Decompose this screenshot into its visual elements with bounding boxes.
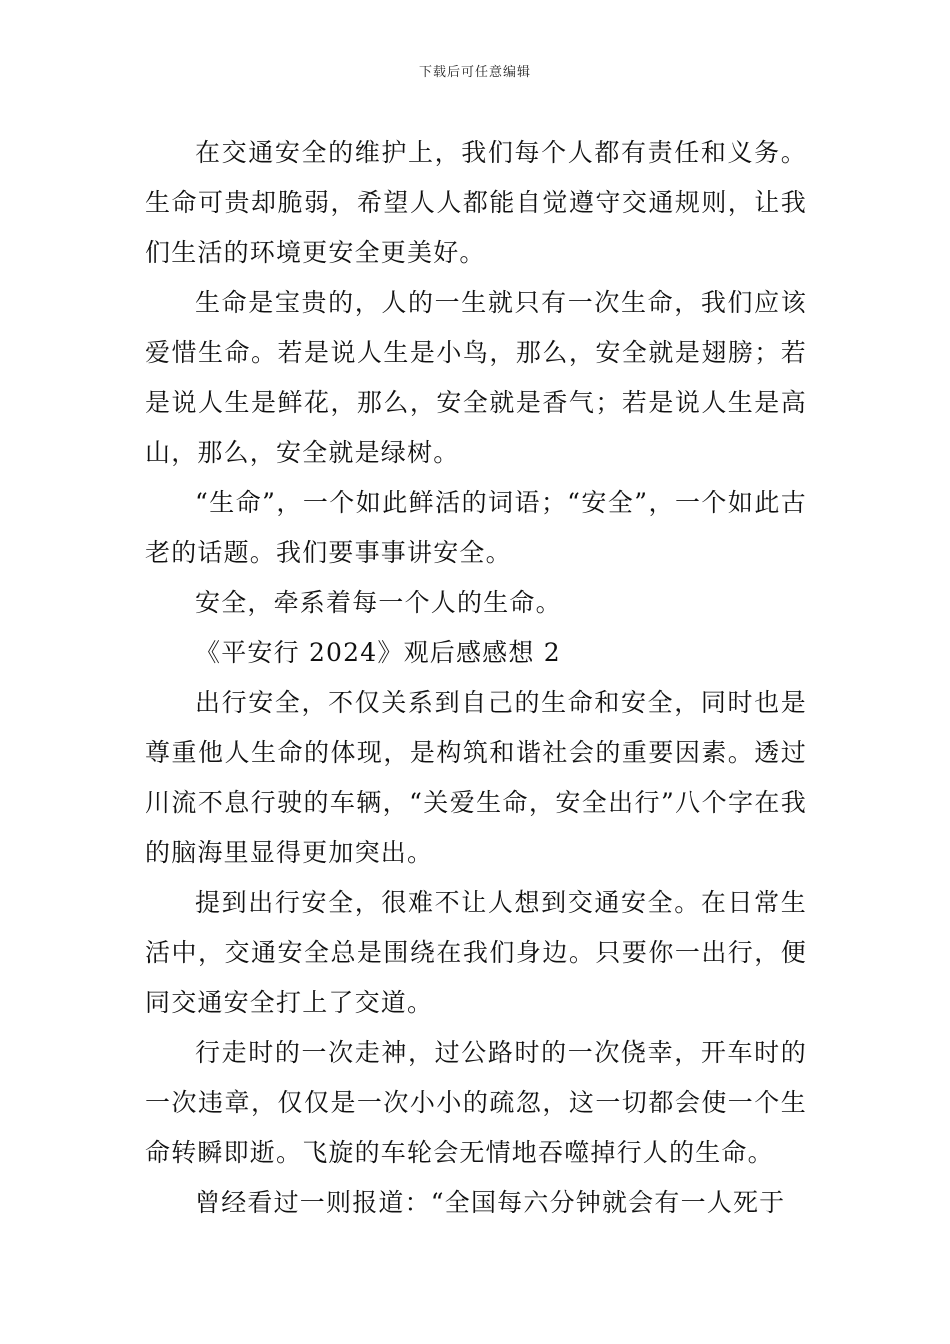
paragraph-7: 行走时的一次走神，过公路时的一次侥幸，开车时的一次违章，仅仅是一次小小的疏忽，这一切都会使一个生命转瞬即逝。飞旋的车轮会无情地吞噬掉行人的生命。 [145, 1038, 807, 1167]
paragraph-8: 曾经看过一则报道：“全国每六分钟就会有一人死于 [195, 1188, 786, 1217]
document-body [145, 128, 807, 1228]
paragraph-4: 安全，牵系着每一个人的生命。 [195, 588, 562, 617]
page-header-note: 下载后可任意编辑 [418, 65, 531, 80]
paragraph-3: “生命”，一个如此鲜活的词语；“安全”，一个如此古老的话题。我们要事事讲安全。 [145, 488, 807, 567]
paragraph-2: 生命是宝贵的，人的一生就只有一次生命，我们应该爱惜生命。若是说人生是小鸟，那么，安全就是翅膀；若是说人生是鲜花，那么，安全就是香气；若是说人生是高山，那么，安全就是绿树。 [145, 288, 807, 467]
section-title: 《平安行 2024》观后感感想 2 [195, 638, 561, 667]
paragraph-5: 出行安全，不仅关系到自己的生命和安全，同时也是尊重他人生命的体现，是构筑和谐社会的重要因素。透过川流不息行驶的车辆，“关爱生命，安全出行”八个字在我的脑海里显得更加突出。 [145, 688, 807, 867]
paragraph-6: 提到出行安全，很难不让人想到交通安全。在日常生活中，交通安全总是围绕在我们身边。只要你一出行，便同交通安全打上了交道。 [145, 888, 807, 1017]
paragraph-1: 在交通安全的维护上，我们每个人都有责任和义务。生命可贵却脆弱，希望人人都能自觉遵守交通规则，让我们生活的环境更安全更美好。 [145, 138, 807, 267]
